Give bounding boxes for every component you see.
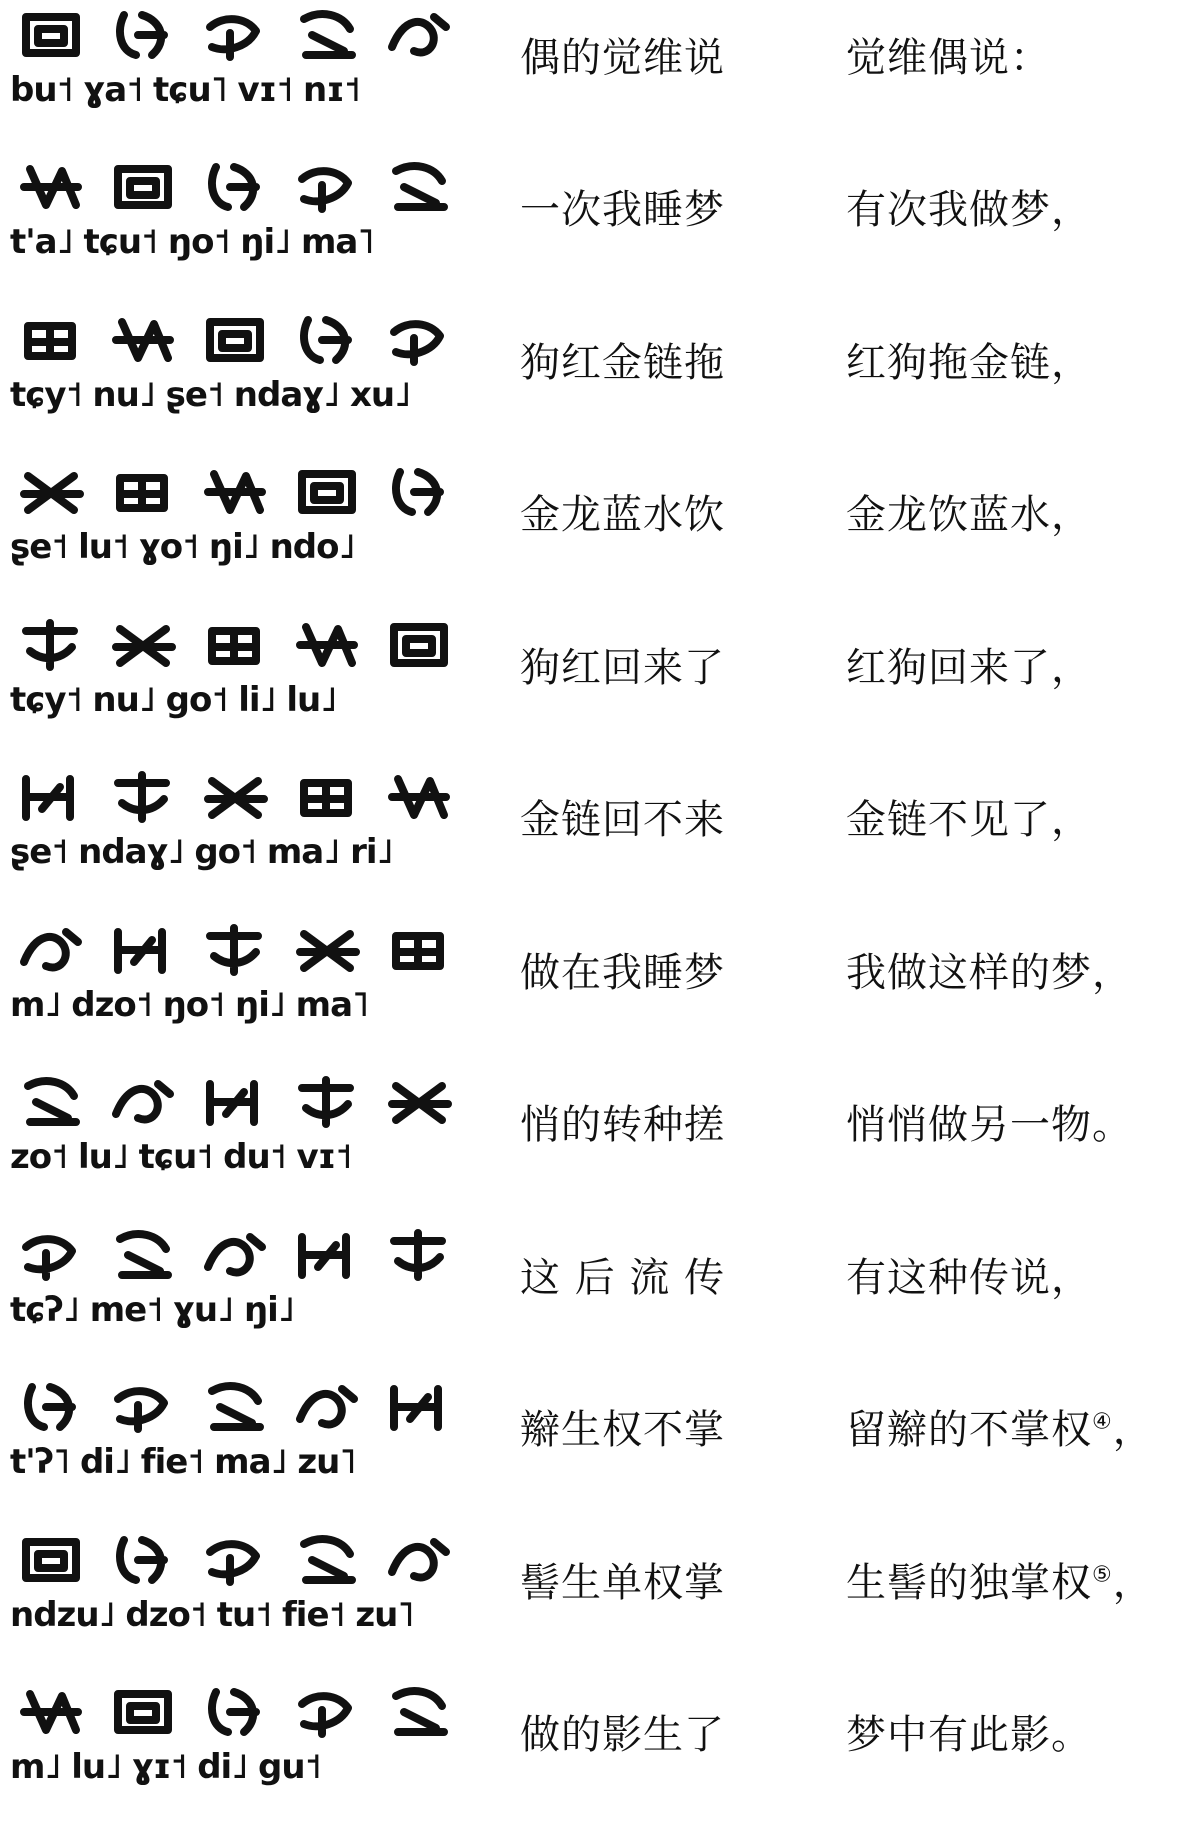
phonetic-transcription: tɕʔ˩ me˦ ɣu˩ ŋi˩ xyxy=(10,1290,294,1330)
yi-character-glyph xyxy=(292,1532,362,1588)
word-gloss: 辮生权不掌 xyxy=(520,1407,725,1453)
script-block xyxy=(10,766,460,886)
verse-row xyxy=(0,1525,1181,1675)
verse-row xyxy=(0,1220,1181,1370)
verse-row xyxy=(0,1677,1181,1827)
yi-character-glyph xyxy=(108,922,178,978)
yi-character-glyph xyxy=(384,769,454,825)
translation-text: 悄悄做另一物。 xyxy=(846,1102,1133,1148)
free-translation xyxy=(846,485,1092,545)
yi-script-line xyxy=(10,309,460,371)
yi-character-glyph xyxy=(16,1227,86,1283)
phonetic-transcription: ʂe˦ lu˦ ɣo˦ ŋi˩ ndo˩ xyxy=(10,527,355,567)
yi-character-glyph xyxy=(16,159,86,215)
script-block xyxy=(10,1224,460,1344)
yi-character-glyph xyxy=(292,159,362,215)
verse-row xyxy=(0,152,1181,302)
translation-text: 金龙饮蓝水， xyxy=(846,492,1092,538)
yi-character-glyph xyxy=(200,922,270,978)
free-translation xyxy=(846,333,1092,393)
yi-character-glyph xyxy=(384,1532,454,1588)
word-gloss: 狗红回来了 xyxy=(520,645,725,691)
yi-character-glyph xyxy=(16,1074,86,1130)
yi-character-glyph xyxy=(384,1074,454,1130)
translation-text: 留辮的不掌权 xyxy=(846,1407,1092,1453)
word-gloss: 狗红金链拖 xyxy=(520,340,725,386)
yi-script-line xyxy=(10,1224,460,1286)
yi-script-line xyxy=(10,4,460,66)
yi-character-glyph xyxy=(200,312,270,368)
yi-character-glyph xyxy=(292,1074,362,1130)
verse-row xyxy=(0,610,1181,760)
yi-script-line xyxy=(10,156,460,218)
yi-character-glyph xyxy=(200,464,270,520)
yi-character-glyph xyxy=(108,1074,178,1130)
yi-character-glyph xyxy=(16,312,86,368)
yi-script-line xyxy=(10,919,460,981)
yi-character-glyph xyxy=(108,769,178,825)
verse-row xyxy=(0,1372,1181,1522)
yi-character-glyph xyxy=(292,312,362,368)
yi-character-glyph xyxy=(108,617,178,673)
free-translation xyxy=(846,28,1051,88)
word-gloss: 金链回不来 xyxy=(520,797,725,843)
yi-character-glyph xyxy=(292,922,362,978)
yi-character-glyph xyxy=(108,1532,178,1588)
yi-character-glyph xyxy=(384,617,454,673)
verse-row xyxy=(0,0,1181,150)
script-block xyxy=(10,614,460,734)
yi-character-glyph xyxy=(384,1379,454,1435)
verse-row xyxy=(0,762,1181,912)
yi-character-glyph xyxy=(292,617,362,673)
translation-text: 有这种传说， xyxy=(846,1255,1092,1301)
free-translation xyxy=(846,790,1092,850)
word-gloss: 一次我睡梦 xyxy=(520,187,725,233)
yi-character-glyph xyxy=(200,1532,270,1588)
yi-character-glyph xyxy=(16,1532,86,1588)
word-gloss: 偶的觉维说 xyxy=(520,35,725,81)
word-gloss: 这 后 流 传 xyxy=(520,1255,726,1301)
yi-script-line xyxy=(10,1071,460,1133)
free-translation xyxy=(846,1553,1154,1613)
translation-text: 觉维偶说： xyxy=(846,35,1051,81)
script-block xyxy=(10,156,460,276)
word-gloss: 金龙蓝水饮 xyxy=(520,492,725,538)
yi-character-glyph xyxy=(16,7,86,63)
yi-character-glyph xyxy=(108,312,178,368)
yi-character-glyph xyxy=(384,7,454,63)
phonetic-transcription: m˩ lu˩ ɣɪ˦ di˩ gu˦ xyxy=(10,1747,321,1787)
yi-script-line xyxy=(10,614,460,676)
verse-row xyxy=(0,305,1181,455)
yi-character-glyph xyxy=(16,1379,86,1435)
yi-character-glyph xyxy=(16,922,86,978)
free-translation xyxy=(846,638,1092,698)
free-translation xyxy=(846,1248,1092,1308)
script-block xyxy=(10,919,460,1039)
footnote-marker: ④ xyxy=(1092,1409,1113,1435)
trailing-punctuation: ， xyxy=(1112,1407,1154,1453)
yi-script-line xyxy=(10,1529,460,1591)
free-translation xyxy=(846,180,1092,240)
yi-character-glyph xyxy=(200,7,270,63)
verse-row xyxy=(0,915,1181,1065)
yi-character-glyph xyxy=(292,1379,362,1435)
yi-character-glyph xyxy=(108,7,178,63)
translation-text: 红狗回来了， xyxy=(846,645,1092,691)
yi-character-glyph xyxy=(200,1227,270,1283)
free-translation xyxy=(846,1400,1154,1460)
translation-text: 金链不见了， xyxy=(846,797,1092,843)
yi-character-glyph xyxy=(108,464,178,520)
yi-character-glyph xyxy=(200,769,270,825)
yi-character-glyph xyxy=(292,7,362,63)
translation-text: 梦中有此影。 xyxy=(846,1712,1092,1758)
translation-text: 有次我做梦， xyxy=(846,187,1092,233)
yi-character-glyph xyxy=(384,1227,454,1283)
yi-script-line xyxy=(10,1681,460,1743)
yi-character-glyph xyxy=(200,1684,270,1740)
yi-character-glyph xyxy=(108,1684,178,1740)
footnote-marker: ⑤ xyxy=(1092,1562,1113,1588)
yi-character-glyph xyxy=(200,1074,270,1130)
yi-character-glyph xyxy=(384,922,454,978)
free-translation xyxy=(846,1095,1133,1155)
word-gloss: 悄的转种搓 xyxy=(520,1102,725,1148)
word-gloss: 髻生单权掌 xyxy=(520,1560,725,1606)
phonetic-transcription: bu˦ ɣa˦ tɕu˥ vɪ˦ nɪ˦ xyxy=(10,70,360,110)
phonetic-transcription: tɕy˦ nu˩ go˦ li˩ lu˩ xyxy=(10,680,337,720)
word-gloss: 做在我睡梦 xyxy=(520,950,725,996)
script-block xyxy=(10,1529,460,1649)
phonetic-transcription: tɕy˦ nu˩ ʂe˦ ndaɣ˩ xu˩ xyxy=(10,375,411,415)
phonetic-transcription: t'a˩ tɕu˦ ŋo˦ ŋi˩ ma˥ xyxy=(10,222,374,262)
yi-character-glyph xyxy=(108,1379,178,1435)
verse-row xyxy=(0,1067,1181,1217)
phonetic-transcription: ʂe˦ ndaɣ˩ go˦ ma˩ ri˩ xyxy=(10,832,393,872)
yi-character-glyph xyxy=(384,464,454,520)
script-block xyxy=(10,461,460,581)
script-block xyxy=(10,1071,460,1191)
yi-character-glyph xyxy=(384,312,454,368)
yi-character-glyph xyxy=(384,1684,454,1740)
yi-character-glyph xyxy=(200,159,270,215)
trailing-punctuation: ， xyxy=(1112,1560,1154,1606)
yi-character-glyph xyxy=(200,617,270,673)
translation-text: 我做这样的梦， xyxy=(846,950,1133,996)
yi-character-glyph xyxy=(200,1379,270,1435)
translation-text: 红狗拖金链， xyxy=(846,340,1092,386)
verse-row xyxy=(0,457,1181,607)
yi-script-line xyxy=(10,461,460,523)
translation-text: 生髻的独掌权 xyxy=(846,1560,1092,1606)
yi-character-glyph xyxy=(16,1684,86,1740)
script-block xyxy=(10,1681,460,1801)
yi-script-line xyxy=(10,766,460,828)
yi-script-line xyxy=(10,1376,460,1438)
script-block xyxy=(10,1376,460,1496)
yi-character-glyph xyxy=(108,159,178,215)
yi-character-glyph xyxy=(292,1227,362,1283)
script-block xyxy=(10,309,460,429)
script-block xyxy=(10,4,460,124)
yi-character-glyph xyxy=(16,617,86,673)
phonetic-transcription: t'ʔ˥ di˩ fie˦ ma˩ zu˥ xyxy=(10,1442,356,1482)
yi-character-glyph xyxy=(292,464,362,520)
phonetic-transcription: m˩ dzo˦ ŋo˦ ŋi˩ ma˥ xyxy=(10,985,369,1025)
phonetic-transcription: ndzu˩ dzo˦ tu˦ fie˦ zu˥ xyxy=(10,1595,414,1635)
yi-character-glyph xyxy=(16,769,86,825)
yi-character-glyph xyxy=(16,464,86,520)
phonetic-transcription: zo˦ lu˩ tɕu˦ du˦ vɪ˦ xyxy=(10,1137,352,1177)
free-translation xyxy=(846,943,1133,1003)
free-translation xyxy=(846,1705,1092,1765)
yi-character-glyph xyxy=(292,769,362,825)
word-gloss: 做的影生了 xyxy=(520,1712,725,1758)
yi-character-glyph xyxy=(384,159,454,215)
yi-character-glyph xyxy=(292,1684,362,1740)
yi-character-glyph xyxy=(108,1227,178,1283)
